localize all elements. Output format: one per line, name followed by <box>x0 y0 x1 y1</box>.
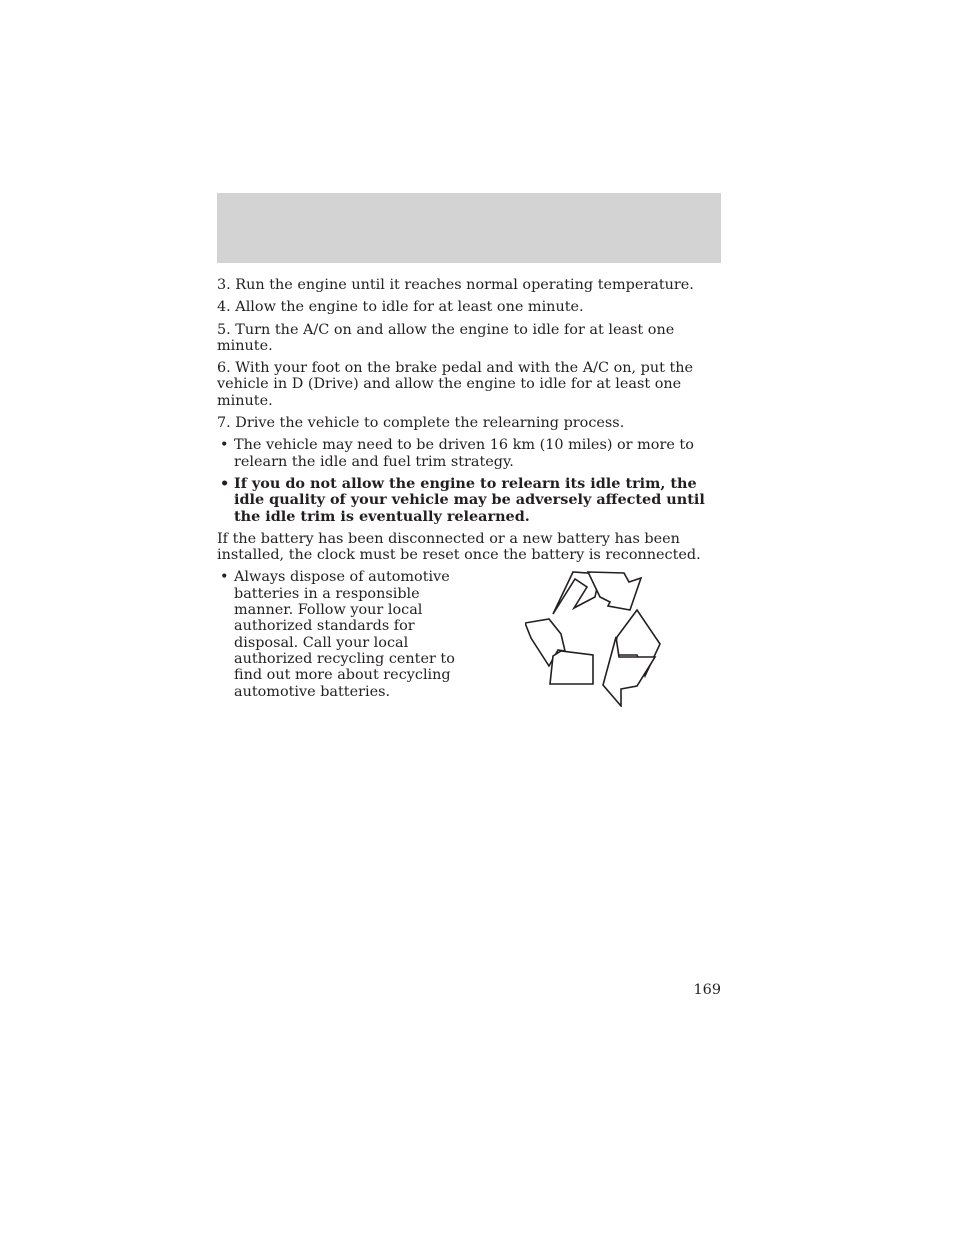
drive-distance-note <box>217 437 727 470</box>
bullet-marker: • <box>220 437 229 454</box>
battery-disposal-text: Always dispose of automotive batteries in a responsible manner. Follow your local authorized standards for disposal. Call your local authorized recycling center to find out more about recycling automotive batteries. <box>234 569 455 700</box>
clock-reset-note: If the battery has been disconnected or a new battery has been installed, the clock must be reset once the battery is reconnected. <box>217 530 701 564</box>
page-content <box>217 277 727 719</box>
drive-distance-text: The vehicle may need to be driven 16 km (10 miles) or more to relearn the idle and fuel trim strategy. <box>234 437 694 470</box>
step-4: 4. Allow the engine to idle for at least one minute. <box>217 299 584 316</box>
bullet-marker: • <box>220 474 230 492</box>
page-number: 169 <box>693 982 721 998</box>
recycle-icon <box>525 571 669 707</box>
idle-trim-warning-text: If you do not allow the engine to relearn its idle trim, the idle quality of your vehicle may be adversely affected until the idle trim is eventually relearned. <box>234 474 705 525</box>
section-header-band <box>217 193 721 263</box>
bullet-marker: • <box>220 569 229 586</box>
battery-disposal-section <box>217 569 727 719</box>
step-5: 5. Turn the A/C on and allow the engine to idle for at least one minute. <box>217 321 675 354</box>
battery-disposal-note <box>217 569 474 699</box>
step-7: 7. Drive the vehicle to complete the relearning process. <box>217 415 625 432</box>
idle-trim-warning <box>217 476 727 525</box>
step-3: 3. Run the engine until it reaches normal operating temperature. <box>217 277 694 293</box>
step-6: 6. With your foot on the brake pedal and with the A/C on, put the vehicle in D (Drive) and allow the engine to idle for at least one minute. <box>217 360 694 409</box>
